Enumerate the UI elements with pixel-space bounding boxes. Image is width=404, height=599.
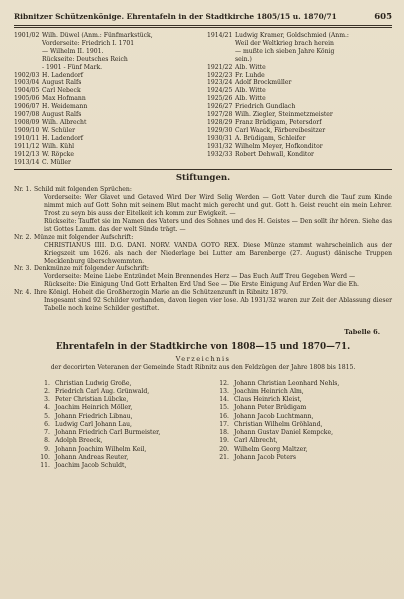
king-line: Friedrich Gundlach xyxy=(235,103,296,111)
king-line: Alb. Witte xyxy=(235,63,266,71)
king-entry xyxy=(42,103,199,111)
veteran-name: Wilhelm Georg Maltzer, xyxy=(234,445,308,453)
veteran-name: Johann Jacob Peters xyxy=(234,453,296,461)
king-row xyxy=(14,79,199,87)
veteran-number: 13. xyxy=(219,387,229,395)
veteran-row xyxy=(34,454,213,462)
veteran-number: 7. xyxy=(44,429,50,436)
king-line: Fr. Luhde xyxy=(235,71,265,79)
king-year: 1901/02 xyxy=(14,32,40,39)
king-year: 1903/04 xyxy=(14,79,40,87)
king-row xyxy=(207,32,392,64)
kings-table xyxy=(14,32,392,166)
king-entry xyxy=(235,135,392,143)
king-line: H. Ladendorf xyxy=(42,71,84,79)
king-entry xyxy=(235,95,392,103)
kings-column-left xyxy=(14,32,199,166)
king-row xyxy=(14,111,199,119)
note-paragraph: Schild mit folgenden Sprüchen: xyxy=(34,186,132,194)
veteran-number: 16. xyxy=(219,412,229,420)
king-row xyxy=(207,111,392,119)
veteran-row xyxy=(213,437,392,445)
veteran-row xyxy=(34,446,213,454)
veteran-row xyxy=(213,396,392,404)
veteran-name: Claus Heinrich Kleist, xyxy=(234,396,302,403)
veteran-name: Adolph Breeck, xyxy=(55,437,103,445)
veteran-row xyxy=(34,388,213,396)
king-entry xyxy=(235,127,392,135)
king-entry xyxy=(42,151,199,159)
veteran-name: Johann Andreas Reuter, xyxy=(55,453,129,461)
veteran-name: Christian Wilhelm Gröhland, xyxy=(234,420,323,428)
veteran-row xyxy=(213,413,392,421)
veteran-name: Carl Albrecht, xyxy=(234,437,278,445)
veteran-name: Peter Christian Lübcke, xyxy=(55,396,129,403)
king-line: W. Schüler xyxy=(42,126,75,134)
king-year: 1911/12 xyxy=(14,142,40,150)
king-entry xyxy=(235,103,392,111)
veteran-number: 6. xyxy=(44,420,50,428)
note-body xyxy=(34,289,392,313)
verzeichnis-subtitle: der decorirten Veteranen der Gemeinde Stadt Ribnitz aus den Feldzügen der Jahre 1808 bis 1815. xyxy=(50,363,356,371)
stiftung-note xyxy=(14,234,392,266)
veterans-column-left xyxy=(34,380,213,471)
note-number: Nr. 4. xyxy=(14,289,32,297)
veteran-name: Johann Gustav Daniel Kempcke, xyxy=(234,429,334,436)
veteran-name: Friedrich Carl Aug. Grünwald, xyxy=(55,387,150,395)
king-row xyxy=(14,159,199,167)
king-entry xyxy=(235,151,392,159)
king-year: 1926/27 xyxy=(207,103,233,111)
veteran-number: 18. xyxy=(219,429,229,436)
table-rule xyxy=(14,169,392,170)
king-row xyxy=(207,64,392,72)
king-line: Wilh. Kühl xyxy=(42,142,75,150)
veteran-name: Johann Friedrich Libnau, xyxy=(55,412,133,420)
king-row xyxy=(14,119,199,127)
page-number: 605 xyxy=(374,12,392,22)
note-number: Nr. 2. xyxy=(14,233,32,241)
king-line: Carl Waack, Färbereibesitzer xyxy=(235,126,326,134)
king-entry xyxy=(235,32,392,64)
stiftungen-heading: Stiftungen. xyxy=(175,173,231,184)
king-line: Carl Nebeck xyxy=(42,87,81,95)
note-body xyxy=(34,265,392,289)
king-entry xyxy=(42,95,199,103)
king-line: Adolf Brockmüller xyxy=(235,79,292,87)
king-line: — Wilhelm II. 1901. xyxy=(42,47,104,55)
note-paragraph: Ihre Königl. Hoheit die Großherzogin Marie an die Schützenzunft in Ribnitz 1879. xyxy=(34,289,288,297)
ehrentafeln-heading: Ehrentafeln in der Stadtkirche von 1808—15 und 1870—71. xyxy=(55,341,351,352)
king-entry xyxy=(42,119,199,127)
kings-column-right xyxy=(199,32,392,166)
running-header xyxy=(14,12,392,22)
note-paragraph: Münze mit folgender Aufschrift: xyxy=(34,233,134,241)
king-row xyxy=(207,151,392,159)
stiftung-note xyxy=(14,186,392,233)
note-number: Nr. 3. xyxy=(14,265,32,273)
king-year: 1922/23 xyxy=(207,71,233,79)
king-line: H. Weidemann xyxy=(42,103,88,111)
king-row xyxy=(14,72,199,80)
king-year: 1905/06 xyxy=(14,95,40,103)
king-row xyxy=(14,143,199,151)
king-entry xyxy=(42,127,199,135)
king-year: 1913/14 xyxy=(14,158,40,166)
king-entry xyxy=(42,72,199,80)
stiftung-note xyxy=(14,289,392,313)
king-line: C. Müller xyxy=(42,158,71,166)
king-entry xyxy=(42,159,199,167)
veteran-number: 11. xyxy=(40,462,50,469)
king-row xyxy=(207,87,392,95)
veteran-name: Johann Peter Brüdigam xyxy=(234,404,307,412)
veteran-row xyxy=(213,388,392,396)
king-line: Wilh. Düwel (Anm.: Fünfmarkstück, xyxy=(42,32,153,39)
king-line: August Ralfs xyxy=(42,79,82,87)
king-year: 1929/30 xyxy=(207,126,233,134)
king-row xyxy=(207,79,392,87)
veteran-name: Christian Ludwig Große, xyxy=(55,379,132,387)
king-line: Robert Dehwall, Konditor xyxy=(235,150,314,158)
king-row xyxy=(207,103,392,111)
king-row xyxy=(14,103,199,111)
king-entry xyxy=(235,79,392,87)
note-body xyxy=(34,234,392,266)
king-line: August Ralfs xyxy=(42,111,82,119)
king-year: 1932/33 xyxy=(207,150,233,158)
king-year: 1908/09 xyxy=(14,118,40,126)
veteran-number: 19. xyxy=(219,437,229,445)
king-year: 1923/24 xyxy=(207,79,233,87)
king-row xyxy=(14,87,199,95)
king-year: 1909/10 xyxy=(14,126,40,134)
king-line: Wilhelm Meyer, Hofkonditor xyxy=(235,142,323,150)
veteran-name: Johann Joachim Wilhelm Keil, xyxy=(55,445,147,453)
king-entry xyxy=(42,32,199,72)
veteran-number: 5. xyxy=(44,412,50,420)
king-line: Max Hofmann xyxy=(42,95,86,103)
king-line: Ludwig Kramer, Goldschmied (Anm.: xyxy=(235,32,349,39)
king-entry xyxy=(42,87,199,95)
veteran-number: 20. xyxy=(219,445,229,453)
king-line: H. Ladendorf xyxy=(42,134,84,142)
veteran-name: Joachim Heinrich Möller, xyxy=(55,404,133,412)
king-row xyxy=(207,135,392,143)
veteran-number: 1. xyxy=(44,379,50,387)
veteran-name: Ludwig Carl Johann Lau, xyxy=(55,420,132,428)
king-entry xyxy=(235,64,392,72)
king-row xyxy=(14,151,199,159)
king-line: Vorderseite: Friedrich I. 1701 xyxy=(42,39,135,47)
king-entry xyxy=(235,119,392,127)
king-entry xyxy=(42,143,199,151)
king-row xyxy=(14,127,199,135)
veteran-row xyxy=(34,437,213,445)
veteran-row xyxy=(213,380,392,388)
stiftungen-notes xyxy=(14,186,392,313)
king-line: sein.) xyxy=(235,55,252,63)
king-year: 1925/26 xyxy=(207,95,233,103)
king-entry xyxy=(42,135,199,143)
veteran-row xyxy=(34,421,213,429)
veteran-number: 8. xyxy=(44,437,50,445)
veterans-list xyxy=(14,380,392,471)
king-year: 1906/07 xyxy=(14,103,40,111)
veteran-row xyxy=(213,446,392,454)
veteran-number: 15. xyxy=(219,404,229,412)
king-entry xyxy=(42,79,199,87)
veteran-number: 12. xyxy=(219,379,229,387)
king-line: Weil der Weltkrieg brach herein xyxy=(235,39,334,47)
header-rule xyxy=(14,25,392,28)
note-paragraph: Vorderseite: Meine Liebe Entzündet Mein Brennendes Herz — Das Euch Auff Treu Gegeben Werd — xyxy=(44,273,356,281)
veteran-row xyxy=(213,421,392,429)
king-year: 1907/08 xyxy=(14,111,40,119)
note-paragraph: Rückseite: Tauffet sie im Namen des Vaters und des Sohnes und des H. Geistes — Den sollt ihr hören. Siehe das ist Gottes Lamm. das der welt Sünde trägt. — xyxy=(44,218,392,233)
note-number: Nr. 1. xyxy=(14,186,32,194)
king-year: 1928/29 xyxy=(207,118,233,126)
veteran-row xyxy=(34,396,213,404)
veteran-name: Johann Christian Leonhard Nehls, xyxy=(234,379,340,387)
king-row xyxy=(14,95,199,103)
king-year: 1914/21 xyxy=(207,32,233,39)
king-line: W. Röpcke xyxy=(42,150,74,158)
king-row xyxy=(207,95,392,103)
veteran-row xyxy=(34,413,213,421)
king-line: A. Brüdigam, Schleifer xyxy=(235,134,306,142)
veteran-number: 14. xyxy=(219,396,229,403)
king-line: Alb. Witte xyxy=(235,87,266,95)
king-year: 1902/03 xyxy=(14,71,40,79)
veteran-name: Joachim Heinrich Alm, xyxy=(234,387,304,395)
king-entry xyxy=(42,111,199,119)
king-year: 1910/11 xyxy=(14,134,40,142)
king-row xyxy=(207,72,392,80)
header-title: Ribnitzer Schützenkönige. Ehrentafeln in der Stadtkirche 1805/15 u. 1870/71 xyxy=(14,12,337,21)
veterans-column-right xyxy=(213,380,392,471)
veteran-row xyxy=(213,404,392,412)
veteran-number: 3. xyxy=(44,396,50,403)
king-entry xyxy=(235,143,392,151)
table-label: Tabelle 6. xyxy=(344,327,380,336)
veteran-number: 9. xyxy=(44,445,50,453)
king-line: Wilh. Albrecht xyxy=(42,118,87,126)
veteran-number: 4. xyxy=(44,404,50,412)
note-body xyxy=(34,186,392,233)
king-line: — mußte ich sieben Jahre König xyxy=(235,47,335,55)
king-row xyxy=(207,127,392,135)
king-year: 1904/05 xyxy=(14,87,40,95)
king-year: 1930/31 xyxy=(207,134,233,142)
king-entry xyxy=(235,72,392,80)
king-row xyxy=(207,143,392,151)
king-line: Rückseite: Deutsches Reich xyxy=(42,55,128,63)
veteran-number: 17. xyxy=(219,420,229,428)
veteran-row xyxy=(34,404,213,412)
veteran-name: Johann Friedrich Carl Burmeister, xyxy=(55,429,161,436)
king-line: Alb. Witte xyxy=(235,95,266,103)
king-row xyxy=(14,32,199,72)
king-year: 1924/25 xyxy=(207,87,233,95)
veteran-name: Johann Jacob Luchtmann, xyxy=(234,412,314,420)
king-line: Wilh. Ziegler, Steinmetzmeister xyxy=(235,111,333,119)
note-paragraph: Rückseite: Die Einigung Und Gott Erhalten Erd Und See — Die Erste Einigung Auf Erden War die Eh. xyxy=(44,281,359,289)
king-year: 1912/13 xyxy=(14,150,40,158)
king-year: 1931/32 xyxy=(207,142,233,150)
veteran-number: 21. xyxy=(219,453,229,461)
veteran-number: 10. xyxy=(40,453,50,461)
veteran-number: 2. xyxy=(44,387,50,395)
note-paragraph: Vorderseite: Wer Glavet und Getaved Wird Der Wird Selig Werden — Gott Vater durch die Tauf zum Kinde nimmt mich auf Gott Sohn mit seinem Blut macht mich gerecht und gut. Gott h. Geist reucht ein mein Lehrer. Trost zu seyn bis auss der Eitelkeit ich komm zur Ewigkeit. — xyxy=(44,194,392,218)
verzeichnis-title: Verzeichnis xyxy=(175,354,231,363)
king-row xyxy=(207,119,392,127)
note-paragraph: Insgesamt sind 92 Schilder vorhanden, davon liegen vier lose. Ab 1931/32 waren zur Zeit der Ablassung dieser Tabelle noch keine Schilder gestiftet. xyxy=(44,297,392,312)
king-entry xyxy=(235,87,392,95)
king-entry xyxy=(235,111,392,119)
veteran-row xyxy=(213,429,392,437)
note-paragraph: Denkmünze mit folgender Aufschrift: xyxy=(34,265,149,273)
note-paragraph: CHRISTIANUS IIII. D.G. DANI. NORV. VANDA GOTO REX. Diese Münze stammt wahrscheinlich aus der Kriegszeit um 1626. als nach der Niederlage bei Lutter am Barenberge (27. August) dänische Truppen Mecklenburg überschwemmten. xyxy=(44,241,392,265)
veteran-row xyxy=(34,462,213,470)
king-line: Franz Brüdigam, Petersdorf xyxy=(235,118,322,126)
stiftung-note xyxy=(14,265,392,289)
veteran-name: Joachim Jacob Schuldt, xyxy=(55,462,127,469)
veteran-row xyxy=(34,380,213,388)
king-year: 1921/22 xyxy=(207,63,233,71)
king-year: 1927/28 xyxy=(207,111,233,119)
veteran-row xyxy=(213,454,392,462)
king-row xyxy=(14,135,199,143)
veteran-row xyxy=(34,429,213,437)
king-line: - 1901 - Fünf Mark. xyxy=(42,63,103,71)
